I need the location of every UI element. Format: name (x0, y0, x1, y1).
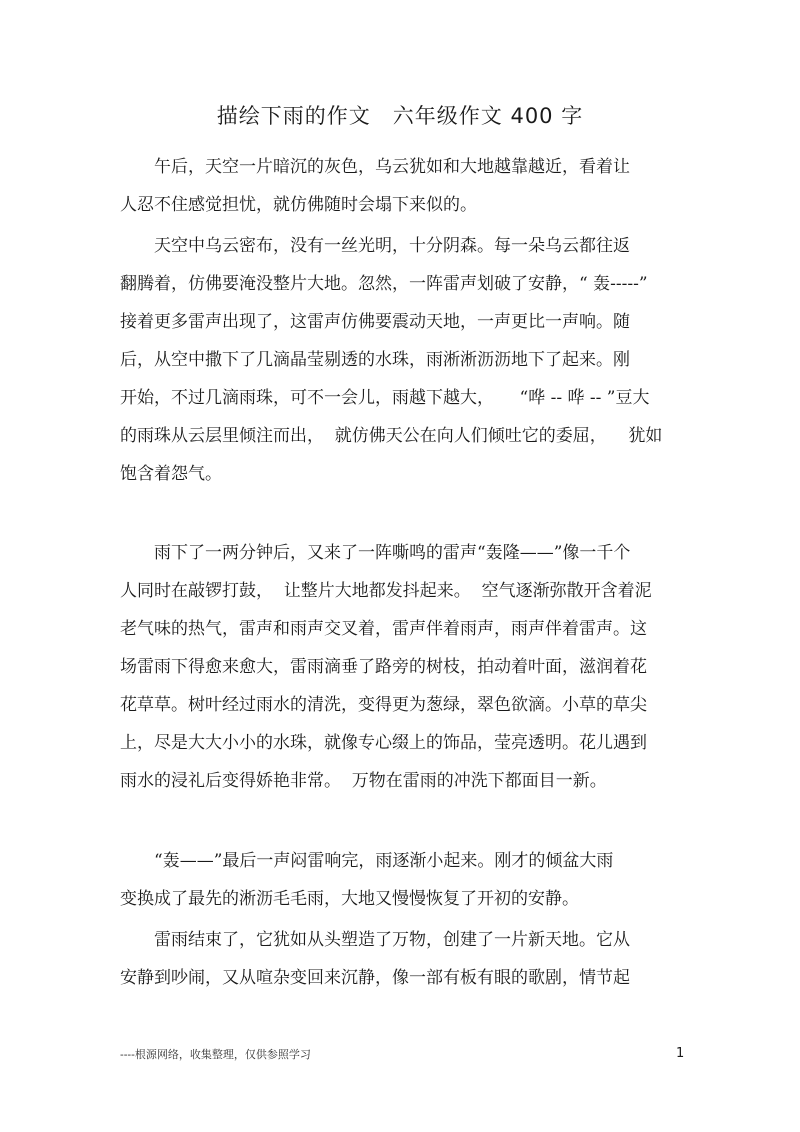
paragraph-2 (120, 227, 680, 493)
text-line: 天空中乌云密布，没有一丝光明，十分阴森。每一朵乌云都往返 (120, 236, 630, 256)
text-line: 雨下了一两分钟后，又来了一阵嘶鸣的雷声“轰隆——”像一千个 (120, 543, 631, 563)
text-line: 老气味的热气，雷声和雨声交叉着，雷声伴着雨声，雨声伴着雷声。这 (120, 619, 647, 639)
text-line: 的雨珠从云层里倾注而出， 就仿佛天公在向人们倾吐它的委屈， 犹如 (120, 426, 663, 446)
text-line: 花草草。树叶经过雨水的清洗，变得更为葱绿，翠色欲滴。小草的草尖 (120, 695, 647, 715)
text-line: 人同时在敲锣打鼓， 让整片大地都发抖起来。 空气逐渐弥散开含着泥 (120, 581, 652, 601)
text-line: 午后，天空一片暗沉的灰色，乌云犹如和大地越靠越近，看着让 (120, 157, 630, 177)
text-line: 后，从空中撒下了几滴晶莹剔透的水珠，雨淅淅沥沥地下了起来。刚 (120, 350, 630, 370)
text-line: 上，尽是大大小小的水珠，就像专心缀上的饰品，莹亮透明。花儿遇到 (120, 733, 647, 753)
text-line: 场雷雨下得愈来愈大，雷雨滴垂了路旁的树枝，拍动着叶面，滋润着花 (120, 657, 647, 677)
text-line: 开始，不过几滴雨珠，可不一会儿，雨越下越大， “哗 -- 哗 -- ”豆大 (120, 388, 650, 408)
text-line: 接着更多雷声出现了，这雷声仿佛要震动天地，一声更比一声响。随 (120, 312, 630, 332)
paragraph-5 (120, 921, 680, 997)
text-line: 饱含着怨气。 (120, 464, 222, 484)
page-number: 1 (676, 1046, 685, 1061)
text-line: 雷雨结束了，它犹如从头塑造了万物，创建了一片新天地。它从 (120, 930, 630, 950)
text-line: 安静到吵闹，又从喧杂变回来沉静，像一部有板有眼的歌剧，情节起 (120, 968, 630, 988)
footer-note: ----根源网络，收集整理，仅供参照学习 (120, 1048, 311, 1061)
paragraph-3 (120, 534, 680, 800)
text-line: 人忍不住感觉担忧，就仿佛随时会塌下来似的。 (120, 195, 477, 215)
text-line: 雨水的浸礼后变得娇艳非常。 万物在雷雨的冲洗下都面目一新。 (120, 771, 607, 791)
text-line: 翻腾着，仿佛要淹没整片大地。忽然，一阵雷声划破了安静，“ 轰-----” (120, 274, 648, 294)
text-line: “轰——”最后一声闷雷响完，雨逐渐小起来。刚才的倾盆大雨 (120, 851, 614, 871)
paragraph-1 (120, 148, 680, 224)
paragraph-4 (120, 842, 680, 918)
document-title: 描绘下雨的作文 六年级作文 400 字 (216, 104, 584, 128)
text-line: 变换成了最先的淅沥毛毛雨，大地又慢慢恢复了开初的安静。 (120, 889, 579, 909)
